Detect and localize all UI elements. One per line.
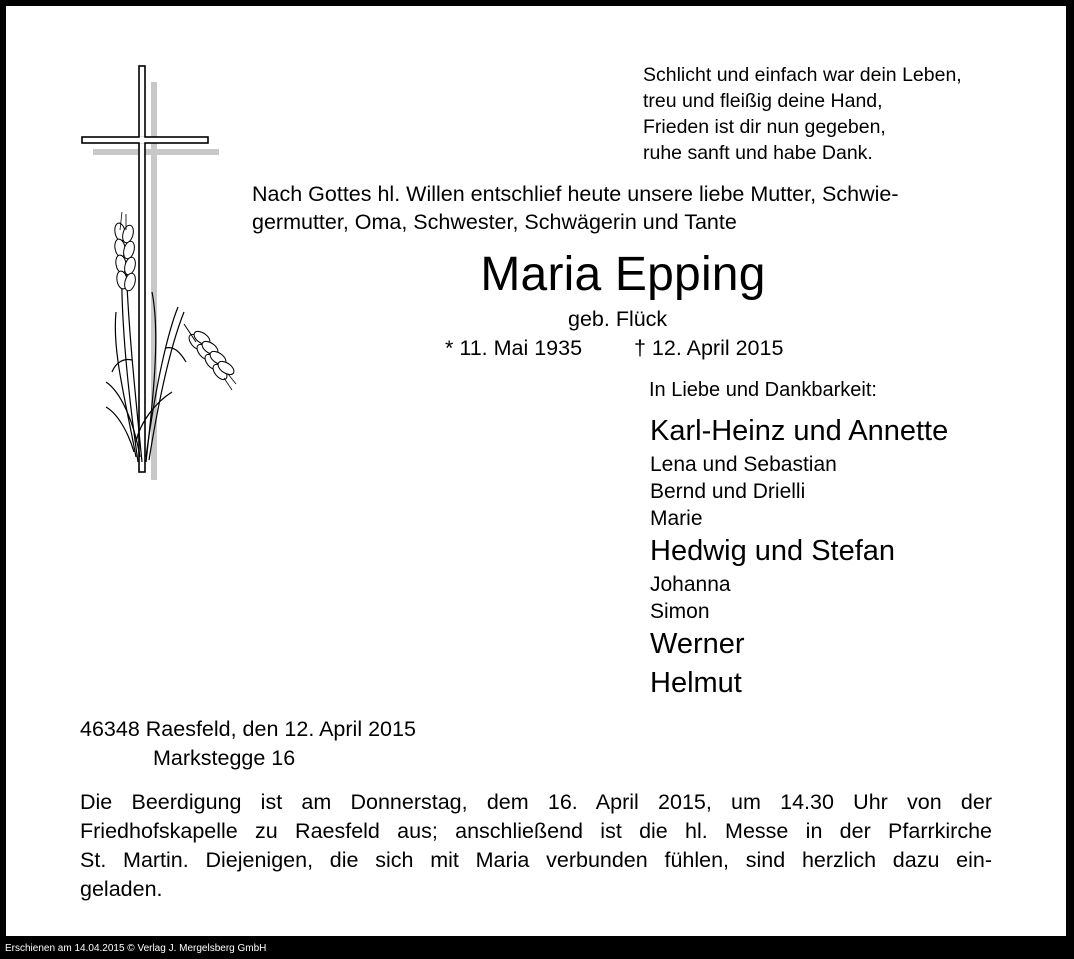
poem-line: Frieden ist dir nun gegeben,: [643, 116, 886, 138]
birth-name: geb. Flück: [568, 307, 668, 331]
poem-line: treu und fleißig deine Hand,: [643, 90, 883, 112]
burial-line: Die Beerdigung ist am Donnerstag, dem 16. April 2015, um 14.30 Uhr von der: [80, 790, 992, 814]
announcement-intro: [252, 180, 899, 236]
mourner-member: Lena und Sebastian: [650, 453, 837, 476]
mourner-main: Hedwig und Stefan: [650, 535, 896, 567]
mourners-list: [650, 412, 948, 703]
burial-line: geladen.: [80, 877, 163, 901]
mourner-main: Werner: [650, 628, 745, 660]
poem: [643, 62, 962, 166]
burial-line: St. Martin. Diejenigen, die sich mit Maria verbunden fühlen, sind herzlich dazu ein-: [80, 848, 992, 872]
poem-line: ruhe sanft und habe Dank.: [643, 142, 873, 164]
place-date: 46348 Raesfeld, den 12. April 2015: [80, 717, 416, 741]
mourner-member: Simon: [650, 600, 710, 623]
intro-line: germutter, Oma, Schwester, Schwägerin und Tante: [252, 210, 737, 234]
poem-line: Schlicht und einfach war dein Leben,: [643, 64, 962, 86]
death-date: † 12. April 2015: [634, 336, 784, 360]
deceased-name: Maria Epping: [480, 248, 766, 301]
mourner-member: Johanna: [650, 573, 731, 596]
birth-date: * 11. Mai 1935: [445, 336, 583, 360]
street-address: Markstegge 16: [153, 746, 296, 770]
mourners-intro: In Liebe und Dankbarkeit:: [649, 379, 877, 401]
intro-line: Nach Gottes hl. Willen entschlief heute unsere liebe Mutter, Schwie-: [252, 182, 899, 206]
obituary-card: [6, 6, 1066, 936]
burial-info: [80, 788, 992, 904]
mourner-main: Karl-Heinz und Annette: [650, 415, 949, 447]
mourner-member: Marie: [650, 507, 703, 530]
mourner-main: Helmut: [650, 667, 742, 699]
burial-line: Friedhofskapelle zu Raesfeld aus; anschließend ist die hl. Messe in der Pfarrkirche: [80, 819, 992, 843]
publication-footer: Erschienen am 14.04.2015 © Verlag J. Mergelsberg GmbH: [5, 943, 267, 954]
mourner-member: Bernd und Drielli: [650, 480, 806, 503]
